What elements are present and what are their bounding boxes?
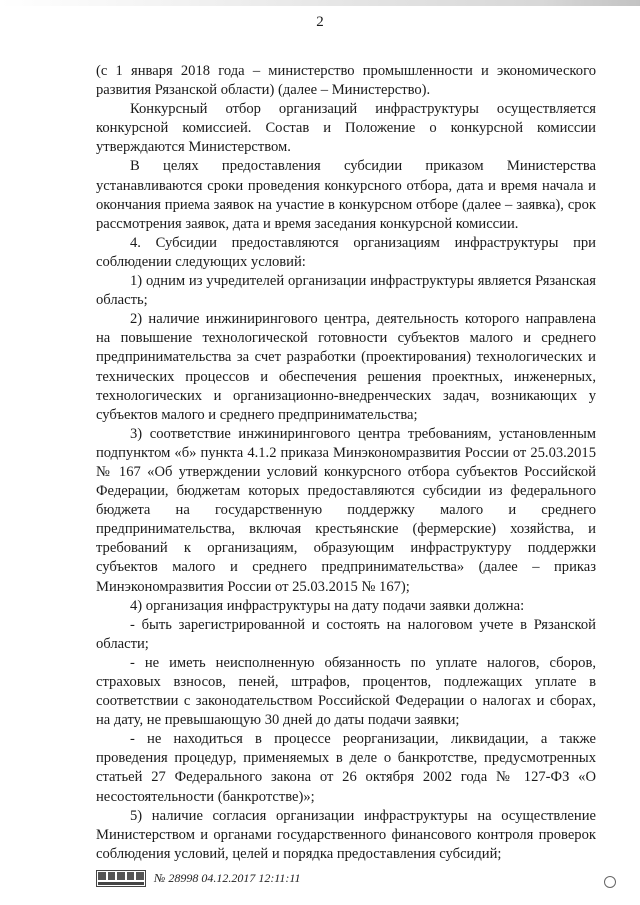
government-seal-icon bbox=[96, 870, 146, 887]
paragraph: 3) соответствие инжинирингового центра требованиям, установленным подпунктом «б» пункта 4.1.2 приказа Минэкономразвития России от 25.03.2015 № 167 «Об утверждении условий конкурсного отбора субъектов Российской Федерации, бюджетам которых предоставляются субсидии из федерального бюджета на государственную поддержку малого и среднего предпринимательства, включая крестьянские (фермерские) хозяйства, и требований к организациям, образующим инфраструктуру поддержки субъектов малого и среднего предпринимательства» (далее – приказ Минэкономразвития России от 25.03.2015 № 167); bbox=[96, 425, 596, 595]
paragraph: 4. Субсидии предоставляются организациям инфраструктуры при соблюдении следующих условий: bbox=[96, 234, 596, 270]
paragraph: (с 1 января 2018 года – министерство промышленности и экономического развития Рязанской области) (далее – Министерство). bbox=[96, 63, 596, 99]
paragraph: 2) наличие инжинирингового центра, деятельность которого направлена на повышение технологической готовности субъектов малого и среднего предпринимательства за счет разработки (проектирования) технологических и технических процессов и обеспечения решения проектных, инженерных, технологических и организационно-внедренческих задач, возникающих у субъектов малого и среднего предпринимательства; bbox=[96, 311, 596, 423]
document-body bbox=[96, 62, 596, 864]
paragraph: - не находиться в процессе реорганизации, ликвидации, а также проведения процедур, применяемых в деле о банкротстве, предусмотренных статьей 27 Федерального закона от 26 октября 2002 года № 127-ФЗ «О несостоятельности (банкротстве)»; bbox=[96, 731, 596, 805]
corner-mark-icon bbox=[604, 876, 616, 888]
page-number: 2 bbox=[316, 14, 324, 30]
paragraph: 1) одним из учредителей организации инфраструктуры является Рязанская область; bbox=[96, 273, 596, 309]
registration-stamp: № 28998 04.12.2017 12:11:11 bbox=[154, 871, 301, 885]
paragraph: - быть зарегистрированной и состоять на налоговом учете в Рязанской области; bbox=[96, 616, 596, 652]
paragraph: - не иметь неисполненную обязанность по уплате налогов, сборов, страховых взносов, пеней, штрафов, процентов, подлежащих уплате в соответствии с законодательством Российской Федерации о налогах и сборах, на дату, не превышающую 30 дней до даты подачи заявки; bbox=[96, 654, 596, 729]
scan-edge-shadow bbox=[0, 0, 640, 6]
paragraph: Конкурсный отбор организаций инфраструктуры осуществляется конкурсной комиссией. Состав и Положение о конкурсной комиссии утверждаются Министерством. bbox=[96, 101, 596, 156]
paragraph: В целях предоставления субсидии приказом Министерства устанавливаются сроки проведения конкурсного отбора, дата и время начала и окончания приема заявок на участие в конкурсном отборе (далее – заявка), срок рассмотрения заявок, дата и время заседания конкурсной комиссии. bbox=[96, 158, 596, 232]
paragraph: 5) наличие согласия организации инфраструктуры на осуществление Министерством и органами государственного финансового контроля проверок соблюдения условий, целей и порядка предоставления субсидий; bbox=[96, 807, 596, 862]
footer bbox=[96, 870, 301, 887]
paragraph: 4) организация инфраструктуры на дату подачи заявки должна: bbox=[130, 597, 525, 614]
